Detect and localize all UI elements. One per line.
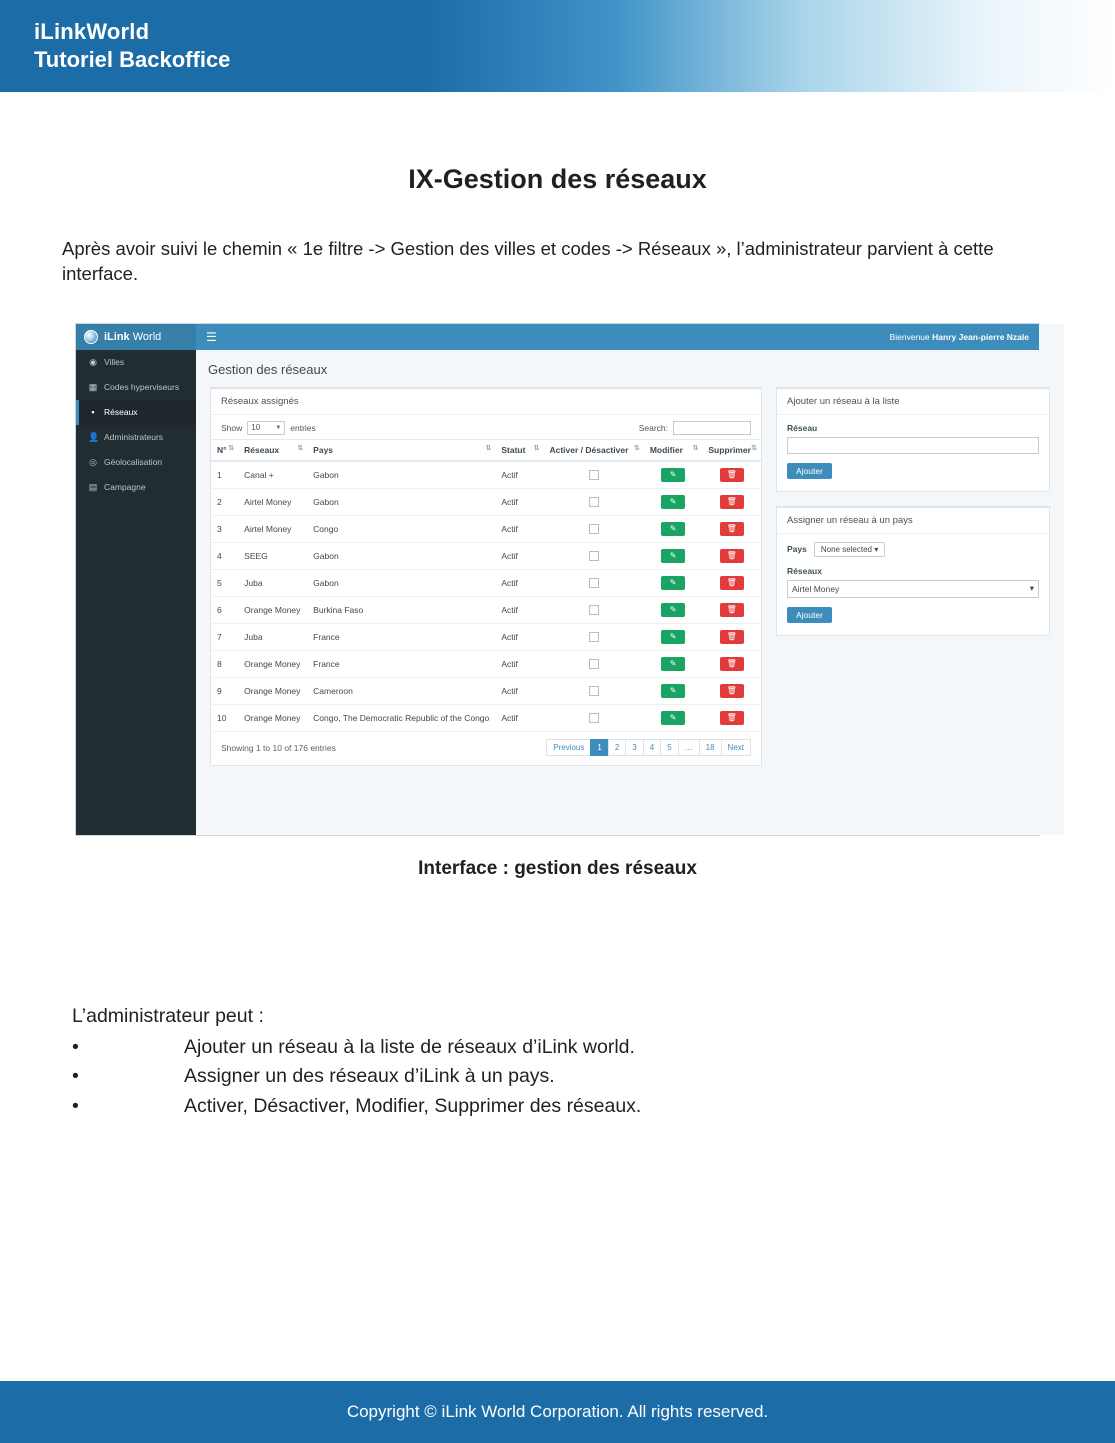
page-previous[interactable]: Previous bbox=[546, 739, 590, 756]
cell-reseau: Juba bbox=[238, 623, 307, 650]
cell-reseau: Orange Money bbox=[238, 704, 307, 731]
table-row bbox=[211, 515, 761, 542]
cell-statut: Actif bbox=[495, 650, 543, 677]
brand-title: iLinkWorld bbox=[34, 19, 150, 44]
app-page-title: Gestion des réseaux bbox=[208, 361, 328, 377]
app-screenshot bbox=[75, 323, 1040, 836]
sidebar-item-reseaux[interactable] bbox=[76, 400, 196, 425]
sidebar-item-label: Villes bbox=[104, 357, 125, 368]
column-label: Pays bbox=[313, 444, 334, 455]
user-icon: 👤 bbox=[88, 431, 100, 442]
forms-column bbox=[776, 387, 1050, 766]
page-3[interactable]: 3 bbox=[625, 739, 642, 756]
cell-reseau: Canal + bbox=[238, 461, 307, 489]
figure-caption: Interface : gestion des réseaux bbox=[418, 857, 697, 879]
sidebar-item-label: Géolocalisation bbox=[104, 457, 163, 468]
table-row bbox=[211, 569, 761, 596]
column-header-no[interactable] bbox=[211, 439, 238, 461]
pays-label: Pays bbox=[787, 544, 807, 555]
sidebar-item-label: Réseaux bbox=[104, 407, 138, 418]
pays-dropdown[interactable]: None selected ▾ bbox=[814, 542, 885, 557]
page-next[interactable]: Next bbox=[721, 739, 751, 756]
cell-statut: Actif bbox=[495, 623, 543, 650]
pin-icon: ◎ bbox=[89, 456, 97, 467]
column-label: Supprimer bbox=[708, 444, 751, 455]
page-title: IX-Gestion des réseaux bbox=[408, 164, 707, 194]
trash-icon[interactable]: 🗑 bbox=[720, 549, 744, 563]
page-footer bbox=[0, 1377, 1115, 1443]
sidebar-item-codes-hyperviseurs[interactable] bbox=[76, 375, 196, 400]
trash-icon[interactable]: 🗑 bbox=[720, 711, 744, 725]
pencil-icon[interactable]: ✎ bbox=[661, 684, 685, 698]
document-content bbox=[0, 164, 1115, 1121]
trash-icon[interactable]: 🗑 bbox=[720, 576, 744, 590]
column-label: Activer / Désactiver bbox=[549, 444, 629, 455]
column-header-statut[interactable] bbox=[495, 439, 543, 461]
activation-checkbox[interactable] bbox=[589, 470, 599, 480]
app-topbar bbox=[76, 324, 1039, 350]
trash-icon[interactable]: 🗑 bbox=[720, 630, 744, 644]
column-header-modifier[interactable] bbox=[644, 439, 703, 461]
cell-no: 1 bbox=[211, 461, 238, 489]
reseaux-value: Airtel Money bbox=[792, 583, 840, 594]
sort-icon: ⇅ bbox=[751, 444, 757, 452]
panel-title: Assigner un réseau à un pays bbox=[777, 508, 1049, 534]
cell-no: 7 bbox=[211, 623, 238, 650]
page-2[interactable]: 2 bbox=[608, 739, 625, 756]
cell-statut: Actif bbox=[495, 488, 543, 515]
activation-checkbox[interactable] bbox=[589, 713, 599, 723]
list-item-label: Activer, Désactiver, Modifier, Supprimer des réseaux. bbox=[184, 1094, 642, 1117]
activation-checkbox[interactable] bbox=[589, 632, 599, 642]
page-ellipsis: … bbox=[678, 739, 699, 756]
search-input[interactable] bbox=[673, 421, 751, 435]
pencil-icon[interactable]: ✎ bbox=[661, 522, 685, 536]
column-header-activer-desactiver[interactable] bbox=[543, 439, 643, 461]
cell-reseau: Orange Money bbox=[238, 650, 307, 677]
trash-icon[interactable]: 🗑 bbox=[720, 684, 744, 698]
assign-network-button[interactable]: Ajouter bbox=[787, 607, 832, 623]
welcome-prefix: Bienvenue bbox=[889, 331, 933, 342]
welcome-text bbox=[890, 332, 1039, 342]
pencil-icon[interactable]: ✎ bbox=[661, 576, 685, 590]
cell-pays: France bbox=[307, 650, 495, 677]
cell-no: 4 bbox=[211, 542, 238, 569]
cell-no: 9 bbox=[211, 677, 238, 704]
chevron-down-icon: ▼ bbox=[275, 424, 282, 431]
pencil-icon[interactable]: ✎ bbox=[661, 468, 685, 482]
cell-pays: Congo bbox=[307, 515, 495, 542]
reseau-label: Réseau bbox=[787, 422, 818, 433]
list-item bbox=[72, 1062, 1071, 1091]
cell-pays: Gabon bbox=[307, 569, 495, 596]
cell-statut: Actif bbox=[495, 677, 543, 704]
cell-statut: Actif bbox=[495, 542, 543, 569]
cell-no: 8 bbox=[211, 650, 238, 677]
sort-icon: ⇅ bbox=[533, 444, 540, 452]
pencil-icon[interactable]: ✎ bbox=[661, 657, 685, 671]
pencil-icon[interactable]: ✎ bbox=[661, 549, 685, 563]
table-row bbox=[211, 461, 761, 489]
activation-checkbox[interactable] bbox=[589, 551, 599, 561]
column-label: Statut bbox=[501, 444, 526, 455]
app-logo-prefix: iLink bbox=[104, 330, 130, 343]
assign-network-panel bbox=[776, 506, 1050, 636]
cell-no: 2 bbox=[211, 488, 238, 515]
reseau-input[interactable] bbox=[787, 437, 1039, 454]
sidebar-item-label: Codes hyperviseurs bbox=[104, 382, 180, 393]
entries-label: entries bbox=[290, 422, 316, 433]
sort-icon: ⇅ bbox=[228, 444, 235, 452]
cell-no: 6 bbox=[211, 596, 238, 623]
table-row bbox=[211, 596, 761, 623]
list-item-label: Ajouter un réseau à la liste de réseaux d’iLink world. bbox=[184, 1036, 635, 1059]
cell-pays: France bbox=[307, 623, 495, 650]
pencil-icon[interactable]: ✎ bbox=[661, 711, 685, 725]
table-toolbar bbox=[211, 415, 761, 439]
sidebar-item-villes[interactable] bbox=[76, 350, 196, 375]
sort-icon: ⇅ bbox=[297, 444, 304, 452]
cell-no: 3 bbox=[211, 515, 238, 542]
admin-capabilities bbox=[72, 1002, 1071, 1121]
cell-pays: Gabon bbox=[307, 488, 495, 515]
page-length-value: 10 bbox=[251, 423, 261, 433]
admin-bullet-list bbox=[72, 1033, 1071, 1121]
activation-checkbox[interactable] bbox=[589, 524, 599, 534]
show-label: Show bbox=[221, 422, 243, 433]
cell-pays: Cameroon bbox=[307, 677, 495, 704]
chevron-down-icon: ▾ bbox=[1029, 583, 1034, 594]
admin-lead: L’administrateur peut : bbox=[72, 1004, 264, 1027]
cell-reseau: SEEG bbox=[238, 542, 307, 569]
pencil-icon[interactable]: ✎ bbox=[661, 603, 685, 617]
brand-subtitle: Tutoriel Backoffice bbox=[34, 46, 231, 72]
list-icon: ▤ bbox=[88, 481, 98, 492]
pagination bbox=[546, 739, 751, 756]
trash-icon[interactable]: 🗑 bbox=[720, 522, 744, 536]
trash-icon[interactable]: 🗑 bbox=[720, 495, 744, 509]
page-length-select[interactable] bbox=[247, 421, 285, 435]
page-18[interactable]: 18 bbox=[699, 739, 721, 756]
table-row bbox=[211, 704, 761, 731]
pencil-icon[interactable]: ✎ bbox=[661, 495, 685, 509]
assigned-networks-panel bbox=[210, 387, 762, 766]
networks-table bbox=[211, 439, 761, 732]
reseaux-select[interactable] bbox=[787, 580, 1039, 598]
column-label: Modifier bbox=[649, 444, 683, 455]
trash-icon[interactable]: 🗑 bbox=[720, 468, 744, 482]
cell-statut: Actif bbox=[495, 461, 543, 489]
app-logo-suffix: World bbox=[129, 330, 162, 343]
bullet-icon bbox=[72, 1092, 184, 1121]
reseaux-label: Réseaux bbox=[787, 565, 822, 576]
search-label: Search: bbox=[638, 422, 668, 433]
sidebar-item-campagne[interactable] bbox=[76, 475, 196, 500]
cell-reseau: Juba bbox=[238, 569, 307, 596]
sort-icon: ⇅ bbox=[485, 444, 492, 452]
activation-checkbox[interactable] bbox=[589, 578, 599, 588]
cell-reseau: Orange Money bbox=[238, 677, 307, 704]
hamburger-icon[interactable]: ☰ bbox=[206, 329, 217, 344]
table-footer bbox=[211, 732, 761, 765]
table-row bbox=[211, 542, 761, 569]
sidebar-item-geolocalisation[interactable] bbox=[76, 450, 196, 475]
trash-icon[interactable]: 🗑 bbox=[720, 603, 744, 617]
bullet-icon bbox=[72, 1062, 184, 1091]
table-row bbox=[211, 677, 761, 704]
copyright-text: Copyright © iLink World Corporation. All rights reserved. bbox=[346, 1402, 769, 1421]
cell-reseau: Airtel Money bbox=[238, 515, 307, 542]
welcome-user: Hanry Jean-pierre Nzale bbox=[932, 331, 1029, 342]
app-logo[interactable] bbox=[76, 324, 196, 350]
column-header-supprimer[interactable] bbox=[702, 439, 761, 461]
add-network-panel bbox=[776, 387, 1050, 492]
column-label: Réseaux bbox=[244, 444, 280, 455]
column-header-reseaux[interactable] bbox=[238, 439, 307, 461]
activation-checkbox[interactable] bbox=[589, 605, 599, 615]
panel-title: Réseaux assignés bbox=[211, 389, 761, 415]
column-header-pays[interactable] bbox=[307, 439, 495, 461]
page-5[interactable]: 5 bbox=[660, 739, 677, 756]
panels-row bbox=[196, 387, 1064, 766]
list-item-label: Assigner un des réseaux d’iLink à un pays. bbox=[184, 1065, 555, 1088]
entries-info: Showing 1 to 10 of 176 entries bbox=[221, 742, 336, 753]
cell-pays: Congo, The Democratic Republic of the Congo bbox=[307, 704, 495, 731]
grid-icon: ▦ bbox=[88, 381, 98, 392]
bars-icon: ▪ bbox=[91, 407, 95, 418]
cell-statut: Actif bbox=[495, 569, 543, 596]
add-network-button[interactable]: Ajouter bbox=[787, 463, 832, 479]
table-header-row bbox=[211, 439, 761, 461]
cell-pays: Gabon bbox=[307, 461, 495, 489]
table-row bbox=[211, 623, 761, 650]
cell-statut: Actif bbox=[495, 704, 543, 731]
cell-pays: Burkina Faso bbox=[307, 596, 495, 623]
sidebar bbox=[76, 324, 196, 835]
cell-statut: Actif bbox=[495, 515, 543, 542]
trash-icon[interactable]: 🗑 bbox=[720, 657, 744, 671]
activation-checkbox[interactable] bbox=[589, 659, 599, 669]
cell-no: 10 bbox=[211, 704, 238, 731]
intro-paragraph: Après avoir suivi le chemin « 1e filtre -> Gestion des villes et codes -> Réseaux », l’administrateur parvient à cette interface. bbox=[62, 238, 994, 284]
bullet-icon bbox=[72, 1033, 184, 1062]
globe-icon bbox=[84, 330, 98, 344]
pencil-icon[interactable]: ✎ bbox=[661, 630, 685, 644]
sidebar-item-administrateurs[interactable] bbox=[76, 425, 196, 450]
column-label: N° bbox=[217, 444, 227, 455]
page-header bbox=[0, 0, 1115, 92]
table-row bbox=[211, 488, 761, 515]
table-row bbox=[211, 650, 761, 677]
cell-reseau: Orange Money bbox=[238, 596, 307, 623]
sort-icon: ⇅ bbox=[633, 444, 640, 452]
app-main bbox=[196, 324, 1064, 835]
activation-checkbox[interactable] bbox=[589, 497, 599, 507]
pays-value: None selected bbox=[820, 544, 873, 554]
list-item bbox=[72, 1033, 1071, 1062]
cell-no: 5 bbox=[211, 569, 238, 596]
page-4[interactable]: 4 bbox=[643, 739, 660, 756]
sidebar-item-label: Administrateurs bbox=[104, 432, 164, 443]
sort-icon: ⇅ bbox=[692, 444, 699, 452]
cell-statut: Actif bbox=[495, 596, 543, 623]
cell-reseau: Airtel Money bbox=[238, 488, 307, 515]
list-item bbox=[72, 1092, 1071, 1121]
sidebar-item-label: Campagne bbox=[104, 482, 146, 493]
activation-checkbox[interactable] bbox=[589, 686, 599, 696]
panel-title: Ajouter un réseau à la liste bbox=[777, 389, 1049, 415]
cell-pays: Gabon bbox=[307, 542, 495, 569]
page-1[interactable]: 1 bbox=[590, 739, 607, 756]
globe-icon: ◉ bbox=[89, 356, 97, 367]
